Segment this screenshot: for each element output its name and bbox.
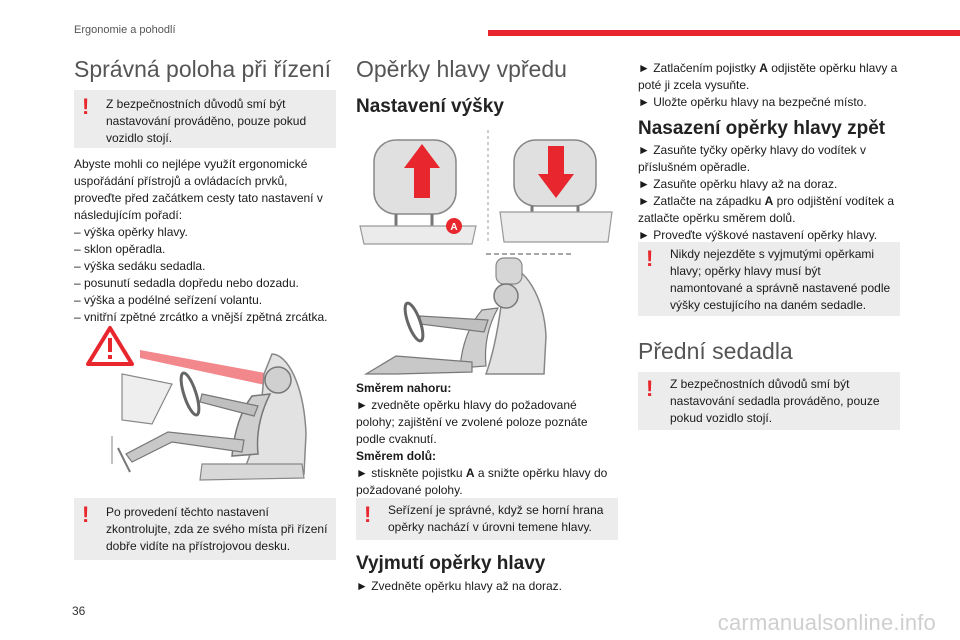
warning-icon: ! bbox=[364, 502, 372, 527]
warning-text: hlavy; opěrky hlavy musí být namontované a správně nastavené podle výšky cestujícího na daném sedadle. bbox=[670, 264, 891, 312]
subtitle-height-adjust: Nastavení výšky bbox=[356, 96, 504, 117]
list-item: – výška a podélné seřízení volantu. bbox=[74, 293, 263, 307]
warning-text: nastavování sedadla prováděno, pouze pokud vozidlo stojí. bbox=[670, 394, 880, 425]
warning-icon: ! bbox=[82, 94, 90, 119]
page-number: 36 bbox=[72, 604, 86, 618]
header-accent-bar bbox=[488, 30, 960, 36]
refit-step: ► Zatlačte na západku A pro odjištění vodítek a zatlačte opěrku směrem dolů. bbox=[638, 194, 895, 225]
warning-box bbox=[74, 498, 336, 560]
warning-text-line1: Z bezpečnostních důvodů smí být bbox=[670, 377, 850, 391]
subtitle-refit-headrest: Nasazení opěrky hlavy zpět bbox=[638, 118, 886, 139]
down-label: Směrem dolů: bbox=[356, 449, 437, 463]
section-title-driving-position: Správná poloha při řízení bbox=[74, 56, 331, 82]
warning-box bbox=[74, 90, 336, 148]
list-item: – výška sedáku sedadla. bbox=[74, 259, 206, 273]
list-item: – výška opěrky hlavy. bbox=[74, 225, 188, 239]
intro-text-block bbox=[74, 156, 336, 326]
remove-steps bbox=[638, 60, 900, 111]
up-label: Směrem nahoru: bbox=[356, 381, 452, 395]
down-instruction: ► stiskněte pojistku A a snižte opěrku hlavy do požadované polohy. bbox=[356, 466, 608, 497]
list-item: – posunutí sedadla dopředu nebo dozadu. bbox=[74, 276, 299, 290]
remove-step-1: ► Zvedněte opěrku hlavy až na doraz. bbox=[356, 579, 562, 593]
subtitle-remove-headrest: Vyjmutí opěrky hlavy bbox=[356, 553, 546, 574]
warning-icon: ! bbox=[82, 502, 90, 527]
headrest-illustration bbox=[356, 126, 616, 376]
callout-label: A bbox=[450, 222, 458, 233]
running-header: Ergonomie a pohodlí bbox=[74, 24, 176, 36]
warning-text-line1: Po provedení těchto nastavení bbox=[106, 505, 269, 519]
warning-box bbox=[356, 498, 618, 540]
driving-position-illustration bbox=[82, 324, 322, 484]
section-title-headrests: Opěrky hlavy vpředu bbox=[356, 56, 567, 82]
remove-step-3: ► Uložte opěrku hlavy na bezpečné místo. bbox=[638, 95, 867, 109]
refit-step: ► Zasuňte opěrku hlavy až na doraz. bbox=[638, 177, 838, 191]
warning-text: zkontrolujte, zda ze svého místa při řízení dobře vidíte na přístrojovou desku. bbox=[106, 522, 328, 553]
refit-step: ► Proveďte výškové nastavení opěrky hlavy. bbox=[638, 228, 878, 242]
refit-step: ► Zasuňte tyčky opěrky hlavy do vodítek v příslušném opěradle. bbox=[638, 143, 866, 174]
warning-text: nastavování prováděno, pouze pokud vozidlo stojí. bbox=[106, 114, 307, 145]
section-title-front-seats: Přední sedadla bbox=[638, 338, 793, 364]
list-item: – sklon opěradla. bbox=[74, 242, 166, 256]
list-item: – vnitřní zpětné zrcátko a vnější zpětná zrcátka. bbox=[74, 310, 328, 324]
refit-steps bbox=[638, 142, 900, 244]
headrest-up-figure bbox=[360, 140, 476, 244]
warning-box bbox=[638, 242, 900, 316]
up-instruction: ► zvedněte opěrku hlavy do požadované polohy; zajištění ve zvolené poloze poznáte podle cvaknutí. bbox=[356, 398, 588, 446]
warning-text-line1: Nikdy nejezděte s vyjmutými opěrkami bbox=[670, 247, 875, 261]
watermark: carmanualsonline.info bbox=[717, 610, 936, 635]
headrest-down-figure bbox=[500, 140, 612, 242]
warning-text-line1: Z bezpečnostních důvodů smí být bbox=[106, 97, 286, 111]
warning-box bbox=[638, 372, 900, 430]
warning-icon: ! bbox=[646, 246, 654, 271]
warning-text-line1: Seřízení je správné, když se horní hrana bbox=[388, 503, 604, 517]
warning-icon: ! bbox=[646, 376, 654, 401]
warning-text: opěrky nachází v úrovni temene hlavy. bbox=[388, 520, 592, 534]
driver-headrest-figure bbox=[366, 258, 546, 374]
remove-step-2: ► Zatlačením pojistky A odjistěte opěrku hlavy a poté ji zcela vysuňte. bbox=[638, 61, 898, 92]
height-adjust-instructions bbox=[356, 380, 618, 499]
intro-paragraph: Abyste mohli co nejlépe využít ergonomické uspořádání přístrojů a ovládacích prvků, proveďte před začátkem cesty tato nastavení v následujícím pořadí: bbox=[74, 157, 323, 222]
